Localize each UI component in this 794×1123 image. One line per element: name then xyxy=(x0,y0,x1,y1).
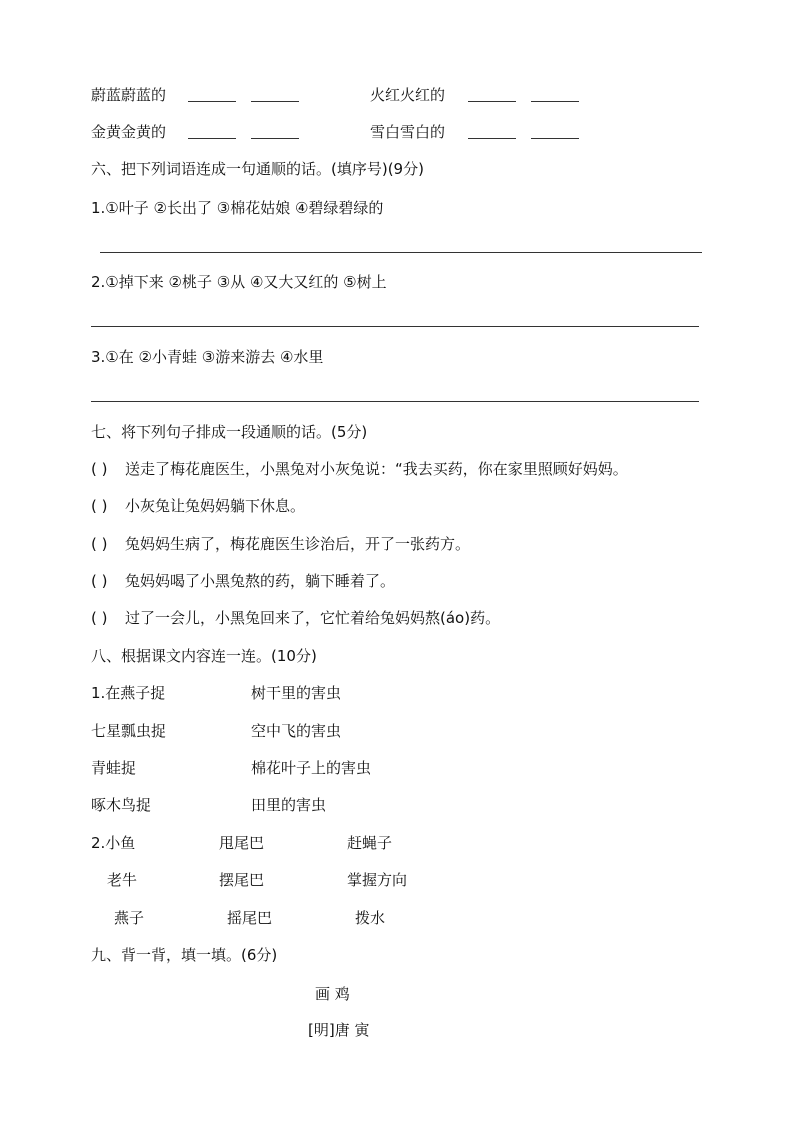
match-left-item[interactable]: 青蛙捉 xyxy=(91,759,137,777)
match-purpose[interactable]: 掌握方向 xyxy=(347,871,408,889)
order-bracket[interactable]: ( ) xyxy=(91,572,108,590)
order-bracket[interactable]: ( ) xyxy=(91,460,108,478)
blank[interactable] xyxy=(468,138,516,139)
blank[interactable] xyxy=(188,138,236,139)
sentence-3: 兔妈妈生病了，梅花鹿医生诊治后，开了一张药方。 xyxy=(125,535,471,553)
sentence-2: 小灰兔让兔妈妈躺下休息。 xyxy=(125,497,306,515)
order-bracket[interactable]: ( ) xyxy=(91,497,108,515)
word-lanlan: 蔚蓝蔚蓝的 xyxy=(91,86,167,104)
match-right-item[interactable]: 空中飞的害虫 xyxy=(251,722,342,740)
sentence-4: 兔妈妈喝了小黑兔熬的药，躺下睡着了。 xyxy=(125,572,396,590)
answer-line[interactable] xyxy=(91,401,699,402)
section7-title: 七、将下列句子排成一段通顺的话。(5分) xyxy=(91,423,368,441)
match-left-item[interactable]: 啄木鸟捉 xyxy=(91,796,152,814)
match-action[interactable]: 摇尾巴 xyxy=(227,909,273,927)
match-animal[interactable]: 燕子 xyxy=(114,909,145,927)
match-left-item[interactable]: 七星瓢虫捉 xyxy=(91,722,167,740)
match-right-item[interactable]: 棉花叶子上的害虫 xyxy=(251,759,372,777)
match-animal[interactable]: 老牛 xyxy=(107,871,138,889)
sentence-5: 过了一会儿，小黑兔回来了，它忙着给兔妈妈熬(áo)药。 xyxy=(125,609,501,627)
match-animal[interactable]: 2.小鱼 xyxy=(91,834,136,852)
section6-question-2: 2.①掉下来 ②桃子 ③从 ④又大又红的 ⑤树上 xyxy=(91,273,387,291)
match-right-item[interactable]: 树干里的害虫 xyxy=(251,684,342,702)
word-huanghuang: 金黄金黄的 xyxy=(91,123,167,141)
section6-question-1: 1.①叶子 ②长出了 ③棉花姑娘 ④碧绿碧绿的 xyxy=(91,199,384,217)
section8-title: 八、根据课文内容连一连。(10分) xyxy=(91,647,317,665)
blank[interactable] xyxy=(251,101,299,102)
order-bracket[interactable]: ( ) xyxy=(91,609,108,627)
blank[interactable] xyxy=(531,101,579,102)
section9-title: 九、背一背，填一填。(6分) xyxy=(91,946,278,964)
word-honghong: 火红火红的 xyxy=(370,86,446,104)
match-left-item[interactable]: 1.在燕子捉 xyxy=(91,684,166,702)
answer-line[interactable] xyxy=(91,326,699,327)
match-purpose[interactable]: 拨水 xyxy=(355,909,386,927)
answer-line[interactable] xyxy=(100,252,702,253)
order-bracket[interactable]: ( ) xyxy=(91,535,108,553)
blank[interactable] xyxy=(531,138,579,139)
section6-question-3: 3.①在 ②小青蛙 ③游来游去 ④水里 xyxy=(91,348,324,366)
poem-title: 画 鸡 xyxy=(315,985,350,1003)
poem-author: [明]唐 寅 xyxy=(308,1021,370,1039)
match-purpose[interactable]: 赶蝇子 xyxy=(347,834,393,852)
section6-title: 六、把下列词语连成一句通顺的话。(填序号)(9分) xyxy=(91,160,424,178)
match-action[interactable]: 甩尾巴 xyxy=(219,834,265,852)
blank[interactable] xyxy=(251,138,299,139)
sentence-1: 送走了梅花鹿医生，小黑兔对小灰兔说：“我去买药，你在家里照顾好妈妈。 xyxy=(125,460,628,478)
match-right-item[interactable]: 田里的害虫 xyxy=(251,796,327,814)
blank[interactable] xyxy=(188,101,236,102)
word-baibai: 雪白雪白的 xyxy=(370,123,446,141)
match-action[interactable]: 摆尾巴 xyxy=(219,871,265,889)
blank[interactable] xyxy=(468,101,516,102)
